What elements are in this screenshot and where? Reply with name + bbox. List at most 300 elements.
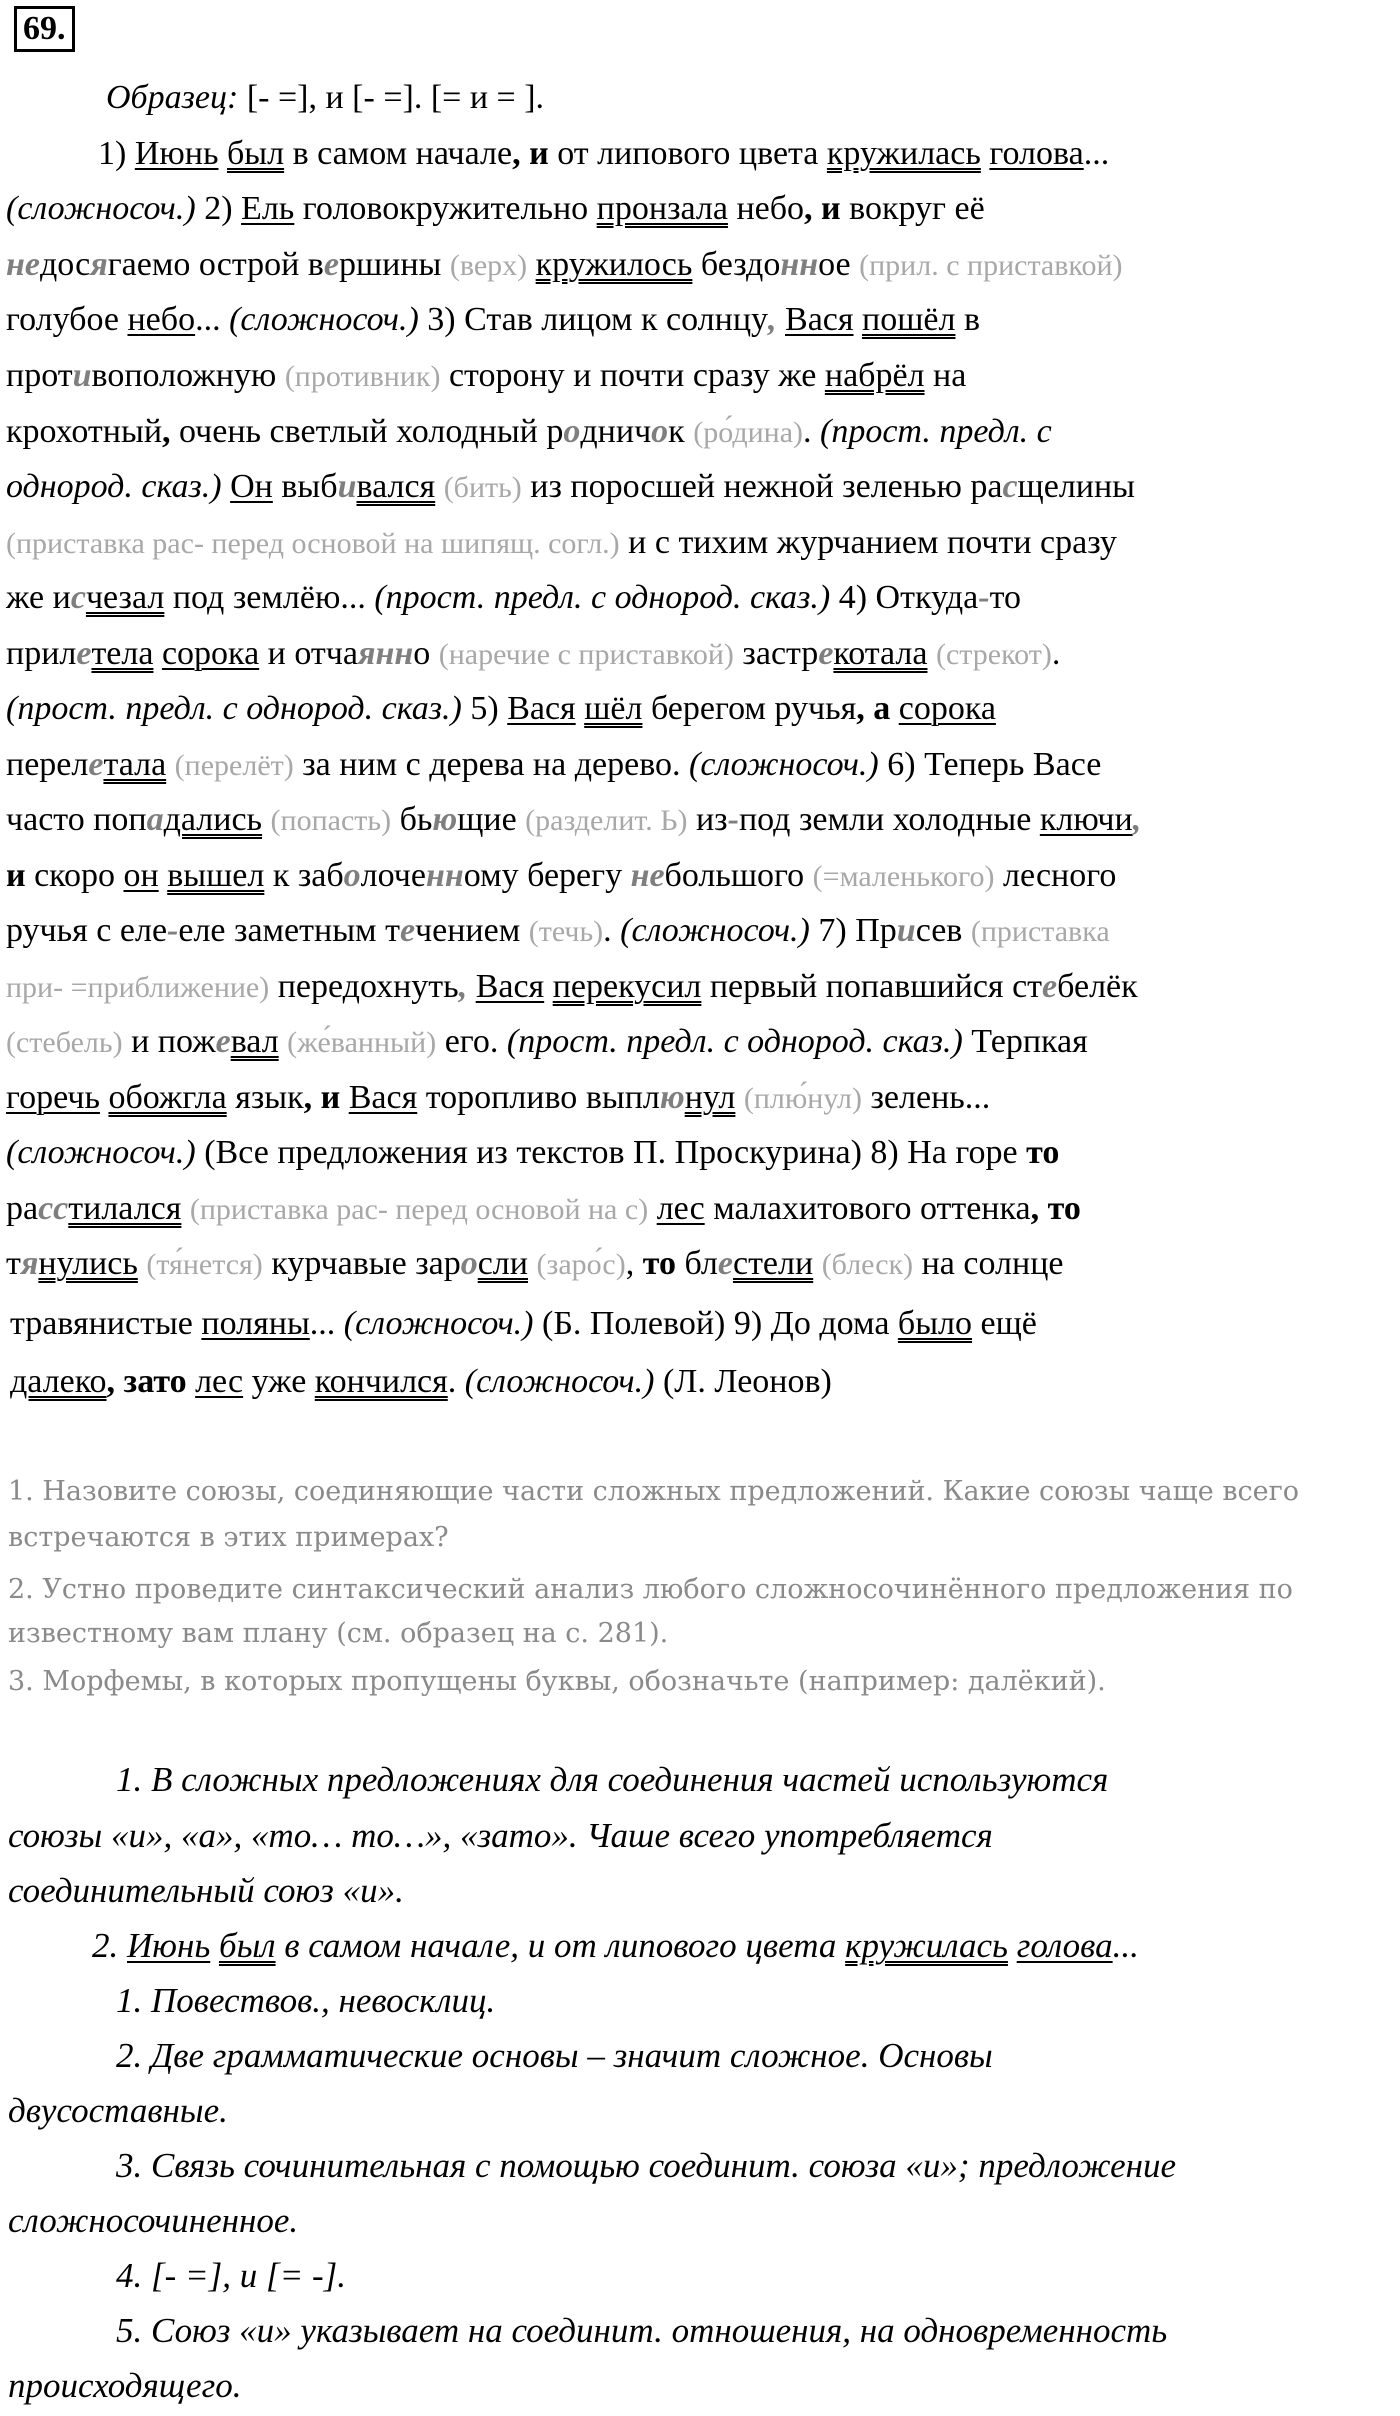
text-segment [813, 1245, 822, 1282]
text-line [6, 521, 1117, 566]
hint-segment: (разделит. Ь) [525, 804, 688, 837]
predicate-segment: вышел [167, 857, 265, 894]
predicate-segment: далеко [10, 1363, 107, 1400]
text-segment: . [803, 413, 821, 450]
text-segment: 2. Две грамматические основы – значит сложное. Основы [116, 2036, 993, 2075]
predicate-segment: котала [833, 635, 928, 672]
hint-segment: (стебель) [6, 1026, 123, 1059]
subject-segment: Вася [348, 1079, 418, 1116]
note-segment: (прост. предл. с [820, 413, 1052, 450]
text-segment [854, 301, 863, 338]
text-segment: голубое [6, 301, 128, 338]
text-segment: ручья с еле [6, 912, 168, 949]
note-segment: однород. сказ.) [6, 468, 222, 505]
answer-line [8, 2089, 228, 2133]
orthogram-segment: е [818, 635, 834, 672]
text-segment: передохнуть [269, 968, 459, 1005]
predicate-segment: вал [230, 1023, 279, 1060]
hint-segment: (плю́нул) [743, 1082, 862, 1115]
subject-segment: он [123, 857, 159, 894]
text-line [6, 187, 985, 231]
text-segment: ршины [338, 246, 450, 283]
orthogram-segment: е [88, 746, 104, 783]
note-segment: (прост. предл. с однород. сказ.) [506, 1023, 963, 1060]
text-segment: 4. [- =], и [= -]. [116, 2256, 347, 2295]
text-line [6, 1131, 1059, 1175]
text-segment: . [603, 912, 621, 949]
text-segment: бь [391, 801, 433, 838]
text-segment [648, 1190, 657, 1227]
conjunction-segment: то [1047, 1190, 1081, 1227]
note-segment: (сложносоч.) [6, 1134, 196, 1171]
text-segment [340, 1079, 349, 1116]
text-line [10, 1302, 1037, 1346]
text-line [6, 1187, 1081, 1232]
text-segment: бездо [692, 246, 781, 283]
hint-segment: (приставка рас- перед основой на шипящ. согл.) [6, 527, 620, 560]
hint-segment: при- =приближение) [6, 971, 270, 1004]
hint-segment: (=маленького) [812, 860, 995, 893]
conjunction-segment: , [106, 1363, 116, 1400]
text-segment: 1. Повествов., невосклиц. [116, 1981, 496, 2020]
text-segment: за ним с дерева на дерево. [293, 746, 690, 783]
conjunction-segment: , [303, 1079, 313, 1116]
orthogram-segment: о [343, 857, 361, 894]
text-segment: . [1051, 635, 1061, 672]
predicate-segment: стели [732, 1245, 814, 1282]
text-segment: сторону и почти сразу же [440, 357, 825, 394]
text-segment [467, 968, 476, 1005]
question-line: известному вам плану (см. образец на с. 281). [8, 1618, 669, 1649]
orthogram-segment: и [72, 357, 92, 394]
text-segment: сев [915, 912, 971, 949]
question-line: 1. Назовите союзы, соединяющие части сложных предложений. Какие союзы чаще всего [8, 1476, 1300, 1507]
text-segment: то [989, 579, 1021, 616]
text-segment: [- =], и [- =]. [= и = ]. [238, 79, 545, 116]
answer-line [8, 1814, 993, 1858]
predicate-segment: кружилась [826, 135, 981, 172]
orthogram-segment: с [1002, 468, 1018, 505]
text-segment: (Все предложения из текстов П. Проскурина) 8) На горе [195, 1134, 1027, 1171]
text-segment: ое [818, 246, 860, 283]
hint-segment: (заро́с) [536, 1248, 626, 1281]
text-segment: лесного [994, 857, 1117, 894]
hint-segment: (противник) [284, 360, 441, 393]
text-segment: из [687, 801, 728, 838]
text-segment: и [122, 1023, 158, 1060]
text-segment: скоро [25, 857, 124, 894]
predicate-segment: было [897, 1305, 973, 1342]
text-segment: малахитового оттенка [704, 1190, 1031, 1227]
text-segment [166, 746, 175, 783]
answer-line [116, 2144, 1176, 2188]
subject-segment: ключи [1039, 801, 1133, 838]
hint-segment: (приставка [970, 915, 1110, 948]
hint-segment: (тя́нется) [146, 1248, 263, 1281]
orthogram-segment: е [717, 1245, 733, 1282]
predicate-segment: вался [356, 468, 436, 505]
text-segment: его. [436, 1023, 507, 1060]
text-segment: берегом ручья [642, 690, 857, 727]
predicate-segment: нулись [38, 1245, 138, 1282]
subject-segment: голова [989, 135, 1084, 172]
text-segment: происходящего. [8, 2366, 242, 2405]
text-segment: 3. Связь сочинительная с помощью соединит. союза «и»; предложение [116, 2146, 1177, 2185]
text-segment [927, 635, 936, 672]
text-segment: чением [415, 912, 529, 949]
text-segment: воположную [91, 357, 285, 394]
orthogram-segment: ю [659, 1079, 685, 1116]
predicate-segment: шёл [584, 690, 643, 727]
subject-segment: Вася [475, 968, 545, 1005]
text-line [6, 1020, 1088, 1065]
answer-line [92, 1924, 1139, 1968]
conjunction-segment: и [6, 857, 26, 894]
text-segment [1008, 1926, 1017, 1965]
text-segment: в [955, 301, 981, 338]
text-segment: выб [281, 468, 338, 505]
text-segment [218, 135, 227, 172]
predicate-segment: кончился [314, 1363, 448, 1400]
orthogram-segment: е [399, 912, 416, 949]
note-segment: (прост. предл. с однород. сказ.) [374, 579, 831, 616]
text-segment: ра [6, 1190, 39, 1227]
predicate-segment: перекусил [552, 968, 702, 1005]
text-segment: 2) [195, 190, 242, 227]
hint-segment: (верх) [449, 249, 528, 282]
answer-line [116, 2254, 346, 2298]
conjunction-segment: , [804, 190, 813, 227]
orthogram-segment: е [76, 635, 92, 672]
text-segment: уже [243, 1363, 315, 1400]
question-line: встречаются в этих примерах? [8, 1522, 449, 1553]
orthogram-segment: нн [425, 857, 464, 894]
predicate-segment: кружилась [845, 1926, 1008, 1965]
text-segment: ... [195, 301, 230, 338]
text-segment: большого [664, 857, 813, 894]
text-line [6, 298, 980, 342]
text-segment: перел [6, 746, 89, 783]
conjunction-segment: и [821, 190, 841, 227]
text-segment: щие [457, 801, 526, 838]
text-segment: двусоставные. [8, 2091, 228, 2130]
text-segment [222, 468, 231, 505]
text-segment: дос [39, 246, 91, 283]
note-segment: Образец: [106, 79, 239, 116]
text-segment: под землёю... [164, 579, 375, 616]
text-segment: 4) Откуда [830, 579, 979, 616]
answer-line [116, 1758, 1108, 1802]
note-segment: (сложносоч.) [6, 190, 196, 227]
text-segment: соединительный союз «и». [8, 1871, 404, 1910]
text-segment: и отча [259, 635, 358, 672]
conjunction-segment: и [529, 135, 549, 172]
text-segment: от липового цвета [548, 135, 827, 172]
text-line [6, 854, 1116, 899]
hint-segment: (ро́дина) [693, 416, 804, 449]
question-line: 3. Морфемы, в которых пропущены буквы, обозначьте (например: далёкий). [8, 1666, 1106, 1697]
text-segment [527, 246, 536, 283]
predicate-segment: дались [163, 801, 263, 838]
text-line [6, 909, 1110, 954]
text-segment: выпл [585, 1079, 660, 1116]
text-segment [576, 690, 585, 727]
orthogram-segment: ю [432, 801, 458, 838]
conjunction-segment: , [162, 413, 171, 450]
orthogram-segment: е [215, 1023, 231, 1060]
predicate-segment: обожгла [108, 1079, 227, 1116]
orthogram-segment: сс [38, 1190, 69, 1227]
predicate-segment: пронзала [596, 190, 728, 227]
text-line [6, 243, 1123, 288]
orthogram-segment: не [630, 857, 665, 894]
answer-line [8, 1869, 404, 1913]
text-segment [813, 190, 822, 227]
text-line [6, 687, 996, 731]
text-segment: еле заметным т [178, 912, 400, 949]
subject-segment: горечь [6, 1079, 100, 1116]
predicate-segment: тела [91, 635, 154, 672]
text-segment: курчавые [262, 1245, 416, 1282]
orthogram-segment: , [768, 301, 777, 338]
text-segment [521, 135, 530, 172]
predicate-segment: тилался [68, 1190, 182, 1227]
note-segment: (прост. предл. с однород. сказ.) [6, 690, 462, 727]
orthogram-segment: о [460, 1245, 478, 1282]
text-segment [1039, 1190, 1048, 1227]
text-segment: травянистые [10, 1305, 202, 1342]
orthogram-segment: не [6, 246, 40, 283]
text-line [98, 132, 1109, 176]
hint-segment: (течь) [528, 915, 604, 948]
subject-segment: Вася [507, 690, 576, 727]
answer-line [8, 2364, 241, 2408]
subject-segment: сорока [161, 635, 260, 672]
text-line [10, 1360, 832, 1404]
hint-segment: (попасть) [270, 804, 392, 837]
text-segment: в самом начале [284, 135, 513, 172]
predicate-segment: нул [684, 1079, 736, 1116]
subject-segment: поляны [201, 1305, 310, 1342]
text-segment: ... [1083, 135, 1110, 172]
text-segment [865, 690, 874, 727]
hint-segment: (блеск) [821, 1248, 914, 1281]
text-segment: гаемо острой в [107, 246, 324, 283]
text-segment: на солнце [913, 1245, 1064, 1282]
subject-segment: Июнь [127, 1926, 211, 1965]
text-segment: щелины [1017, 468, 1136, 505]
subject-segment: голова [1016, 1926, 1113, 1965]
note-segment: (сложносоч.) [229, 301, 419, 338]
hint-segment: (стрекот) [935, 638, 1052, 671]
orthogram-segment: и [896, 912, 916, 949]
text-segment: пож [157, 1023, 216, 1060]
text-segment: и [52, 579, 71, 616]
text-segment [115, 1363, 124, 1400]
text-line [6, 465, 1135, 510]
text-segment [210, 1926, 219, 1965]
text-segment: зелень... [862, 1079, 991, 1116]
text-segment: в самом начале, и от липового цвета [275, 1926, 846, 1965]
text-segment: застр [742, 635, 819, 672]
conjunction-segment: , [1030, 1190, 1040, 1227]
text-segment [159, 857, 168, 894]
text-segment [153, 635, 162, 672]
conjunction-segment: и [320, 1079, 341, 1116]
hint-segment: (бить) [443, 471, 522, 504]
subject-segment: лес [195, 1363, 244, 1400]
text-segment: 1. В сложных предложениях для соединения частей используются [116, 1760, 1109, 1799]
text-line [6, 743, 1101, 788]
exercise-number: 69. [14, 6, 75, 52]
conjunction-segment: то [642, 1245, 676, 1282]
text-segment [890, 690, 899, 727]
orthogram-segment: , [1132, 801, 1142, 838]
text-segment: к заб [264, 857, 344, 894]
orthogram-segment: , [458, 968, 468, 1005]
text-segment: первый попавшийся ст [701, 968, 1043, 1005]
text-segment: головокружительно [294, 190, 597, 227]
predicate-segment: тала [103, 746, 167, 783]
conjunction-segment: а [873, 690, 891, 727]
orthogram-segment: - [978, 579, 990, 616]
orthogram-segment: о [651, 413, 669, 450]
text-segment: 2. [92, 1926, 127, 1965]
text-segment: о [413, 635, 439, 672]
text-segment: 5. Союз «и» указывает на соединит. отношения, на одновременность [116, 2311, 1168, 2350]
text-segment: крохотный [6, 413, 163, 450]
question-line: 2. Устно проведите синтаксический анализ любого сложносочинённого предложения по [8, 1574, 1293, 1605]
conjunction-segment: то [1026, 1134, 1060, 1171]
orthogram-segment: янн [357, 635, 414, 672]
text-segment: ому берегу [463, 857, 631, 894]
orthogram-segment: е [1042, 968, 1058, 1005]
predicate-segment: чезал [85, 579, 165, 616]
subject-segment: сорока [898, 690, 996, 727]
note-segment: (сложносоч.) [620, 912, 810, 949]
answer-line [116, 1979, 495, 2023]
orthogram-segment: и [337, 468, 357, 505]
orthogram-segment: с [70, 579, 86, 616]
answer-line [116, 2034, 993, 2078]
text-segment: вокруг её [840, 190, 985, 227]
text-segment: 6) Теперь Васе [878, 746, 1102, 783]
text-line [6, 1076, 990, 1121]
text-segment [777, 301, 786, 338]
subject-segment: Вася [785, 301, 854, 338]
hint-segment: (перелёт) [174, 749, 294, 782]
text-segment: прил [6, 635, 77, 672]
text-segment [181, 1190, 190, 1227]
orthogram-segment: - [167, 912, 179, 949]
orthogram-segment: - [727, 801, 739, 838]
text-segment: очень светлый холодный р [170, 413, 564, 450]
text-segment [262, 801, 271, 838]
subject-segment: Июнь [134, 135, 219, 172]
text-segment: небо [727, 190, 805, 227]
subject-segment: лес [656, 1190, 705, 1227]
conjunction-segment: , [856, 690, 865, 727]
conjunction-segment: зато [123, 1363, 187, 1400]
hint-segment: (приставка рас- перед основой на с) [189, 1193, 649, 1226]
orthogram-segment: нн [780, 246, 819, 283]
text-segment [435, 468, 444, 505]
text-segment: бл [684, 1245, 718, 1282]
answer-line [116, 2309, 1167, 2353]
text-segment: т [6, 1245, 21, 1282]
subject-segment: Он [230, 468, 273, 505]
subject-segment: Ель [241, 190, 295, 227]
orthogram-segment: я [90, 246, 108, 283]
text-segment: днич [580, 413, 652, 450]
text-segment: из поросшей нежной зеленью ра [521, 468, 1003, 505]
text-segment: язык [226, 1079, 304, 1116]
text-segment: 1) [98, 135, 135, 172]
text-segment [735, 1079, 744, 1116]
text-segment: (Б. Полевой) 9) До дома [533, 1305, 898, 1342]
text-segment: сложносочиненное. [8, 2201, 299, 2240]
subject-segment: небо [127, 301, 196, 338]
predicate-segment: сли [477, 1245, 528, 1282]
text-segment: поп [93, 801, 147, 838]
text-segment: на [924, 357, 967, 394]
text-line [6, 798, 1141, 843]
text-line [6, 965, 1138, 1010]
text-segment [187, 1363, 196, 1400]
text-line [6, 410, 1052, 455]
conjunction-segment: , [512, 135, 521, 172]
text-segment: же [6, 579, 53, 616]
text-segment: лоче [360, 857, 426, 894]
text-segment [544, 968, 553, 1005]
text-segment: 3) Став лицом к солнцу [418, 301, 769, 338]
text-segment: и с тихим журчанием почти сразу [619, 524, 1117, 561]
text-segment: зар [415, 1245, 461, 1282]
text-segment: ... [1112, 1926, 1139, 1965]
text-segment: , [625, 1245, 643, 1282]
text-segment: (Л. Леонов) [654, 1363, 832, 1400]
orthogram-segment: я [20, 1245, 39, 1282]
text-segment [279, 1023, 288, 1060]
orthogram-segment: а [146, 801, 164, 838]
text-segment: 5) [461, 690, 508, 727]
answer-line [8, 2199, 298, 2243]
hint-segment: (наречие с приставкой) [438, 638, 734, 671]
text-segment: ещё [972, 1305, 1037, 1342]
hint-segment: (прил. с приставкой) [859, 249, 1123, 282]
text-segment: прот [6, 357, 73, 394]
predicate-segment: пошёл [862, 301, 956, 338]
predicate-segment: набрёл [824, 357, 925, 394]
text-segment: торопливо [417, 1079, 586, 1116]
text-segment: часто [6, 801, 94, 838]
note-segment: (сложносоч.) [464, 1363, 655, 1400]
text-segment: 7) Пр [809, 912, 897, 949]
hint-segment: (же́ванный) [287, 1026, 437, 1059]
text-segment: к [668, 413, 694, 450]
text-line [6, 1242, 1064, 1287]
text-line [6, 632, 1060, 677]
orthogram-segment: е [323, 246, 339, 283]
text-segment [312, 1079, 321, 1116]
text-segment: союзы «и», «а», «то… то…», «зато». Чаше всего употребляется [8, 1816, 993, 1855]
text-segment: под земли холодные [738, 801, 1040, 838]
text-segment: Терпкая [962, 1023, 1088, 1060]
text-line [6, 576, 1021, 620]
text-segment: белёк [1057, 968, 1138, 1005]
predicate-segment: кружилось [535, 246, 693, 283]
orthogram-segment: о [563, 413, 581, 450]
